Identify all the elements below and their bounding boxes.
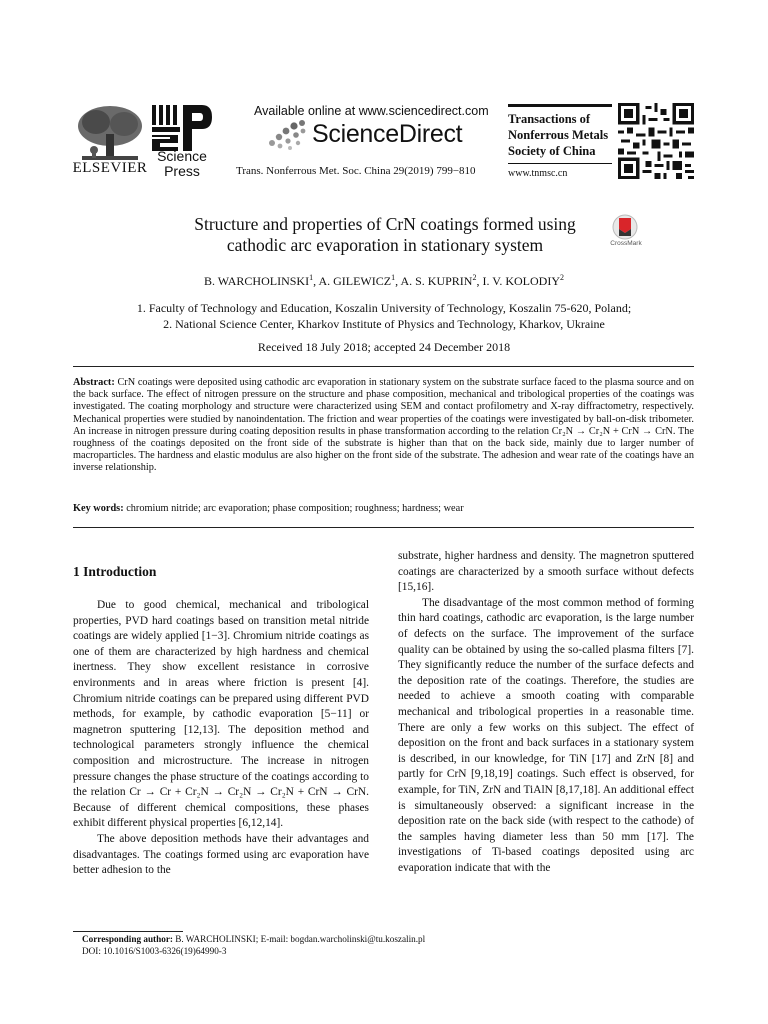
author-affil-mark: 1	[309, 273, 314, 282]
author-affil-mark: 1	[391, 273, 396, 282]
keywords	[73, 503, 694, 515]
section-heading: 1 Introduction	[73, 564, 157, 579]
science-press-word-2: Press	[164, 163, 200, 179]
keywords-text: chromium nitride; arc evaporation; phase composition; roughness; hardness; wear	[126, 503, 464, 514]
crossmark-label: CrossMark	[610, 240, 642, 247]
abstract-label: Abstract:	[73, 377, 115, 388]
society-name: Transactions of Nonferrous Metals Society of China	[508, 112, 609, 158]
science-press-logo	[150, 103, 214, 153]
sciencedirect-dots-logo	[266, 119, 308, 151]
science-press-word-1: Science	[157, 148, 207, 164]
affiliation-1: 1. Faculty of Technology and Education, Koszalin University of Technology, Koszalin 75-620, Poland;	[136, 301, 632, 315]
paragraph: Due to good chemical, mechanical and tribological properties, PVD hard coatings based on transition metal nitride coatings are widely applied [1−3]. Chromium nitride coatings as one of them are characterized by high hardness and chemical inertness. They show excellent resistance in corrosive environments and in areas where friction is present [4]. Chromium nitride coatings can be prepared using different PVD methods, for example, by cathodic evaporation [5−11] or magnetron sputtering [12,13]. The deposition method and technological parameters strongly influence the chemical composition and microstructure. The increase in nitrogen pressure changes the phase structure of the coatings according to the relation Cr → Cr + Cr₂N → Cr₂N → Cr₂N + CrN → CrN. Because of different chemical compositions, these phases exhibit different physical properties [6,12,14].	[73, 599, 369, 830]
sciencedirect-wordmark: ScienceDirect	[312, 120, 463, 148]
paragraph: The above deposition methods have their advantages and disadvantages. The coatings formed using arc evaporation have better adhesion to the	[73, 832, 369, 877]
elsevier-tree-logo	[74, 104, 146, 164]
author-name: A. S. KUPRIN	[400, 274, 473, 288]
abstract-text: CrN coatings were deposited using cathodic arc evaporation in stationary system on the substrate surface faced to the plasma source and on the back surface. The effect of nitrogen pressure on the structure and phase composition, mechanical and tribological properties of the coatings was investigated. The coating morphology and structure were characterized using SEM and contact profilometry and X-ray diffractometry, respectively. Mechanical properties were studied by nanoindentation. The friction and wear properties of the coatings were investigated by ball-on-disk tribometer. An increase in nitrogen pressure during coating deposition results in phase transformation according to the relation Cr₂N → Cr₂N + CrN → CrN. The roughness of the coatings deposited on the front side of the substrate is higher than that on the back side, mainly due to larger number of macroparticles. The hardness and elastic modulus are also higher on the front side of the substrate. The adhesion and wear rate of the coatings have an inverse relationship.	[73, 377, 694, 474]
qr-code-icon	[618, 103, 694, 179]
journal-citation: Trans. Nonferrous Met. Soc. China 29(2019) 799−810	[236, 165, 476, 177]
author-affil-mark: 2	[472, 273, 477, 282]
elsevier-wordmark: ELSEVIER	[72, 160, 148, 176]
paragraph: The disadvantage of the most common method of forming thin hard coatings, cathodic arc evaporation, is the large number of defects on the surface. The improvement of the surface quality can be obtained by using the so-called plasma filters [7]. They significantly reduce the number of the surface defects and the deposition rate of the coatings. Therefore, the studies are needed to achieve a smooth coating with comparable mechanical and tribological properties in a reasonable time. There are only a few works on this subject. The effect of deposition on the front and back surfaces in a stationary system is described, in our knowledge, for TiN [17] and ZrN [8] and partly for CrN [9,18,19] coatings. Such effect is observed, for example, for TiN, ZrN and TiAlN [8,17,18]. An additional effect is simultaneously observed: a significant increase in the deposition rate on the back side (with respect to the cathode) of the samples having diameter less than 50 mm [17]. The investigations of Ti-based coatings deposited using arc evaporation indicate that with the	[398, 596, 694, 874]
author-list: B. WARCHOLINSKI$^1$, A. GILEWICZ$^1$, A. S. KUPRIN$^2$, I. V. KOLODIY$^2$	[203, 273, 565, 288]
corresponding-label: Corresponding author:	[82, 934, 173, 944]
corresponding-author	[82, 934, 425, 944]
abstract-rule-top	[73, 366, 694, 367]
left-column	[73, 598, 369, 879]
keywords-label: Key words:	[73, 503, 124, 514]
society-rule-top	[508, 104, 612, 107]
received-dates: Received 18 July 2018; accepted 24 December 2018	[257, 340, 511, 354]
title-line-2: cathodic arc evaporation in stationary system	[226, 235, 544, 255]
abstract-rule-bottom	[73, 527, 694, 528]
available-online-text: Available online at www.sciencedirect.com	[254, 104, 489, 118]
crossmark-icon[interactable]	[612, 214, 638, 240]
abstract	[73, 377, 694, 475]
society-rule-bottom	[508, 163, 612, 164]
author-name: A. GILEWICZ	[318, 274, 392, 288]
doi: DOI: 10.1016/S1003-6326(19)64990-3	[82, 946, 227, 956]
affiliation-2: 2. National Science Center, Kharkov Institute of Physics and Technology, Kharkov, Ukraine	[163, 317, 605, 331]
article-title	[160, 214, 610, 256]
society-url: www.tnmsc.cn	[508, 168, 568, 179]
title-line-1: Structure and properties of CrN coatings formed using	[194, 214, 576, 234]
footnote-rule	[73, 931, 183, 932]
paragraph: substrate, higher hardness and density. The magnetron sputtered coatings are characterized by a smooth surface without defects [15,16].	[398, 550, 694, 594]
author-name: I. V. KOLODIY	[482, 274, 561, 288]
author-affil-mark: 2	[560, 273, 565, 282]
corresponding-text: B. WARCHOLINSKI; E-mail: bogdan.warcholinski@tu.koszalin.pl	[175, 934, 426, 944]
author-name: B. WARCHOLINSKI	[203, 274, 310, 288]
right-column	[398, 549, 694, 876]
